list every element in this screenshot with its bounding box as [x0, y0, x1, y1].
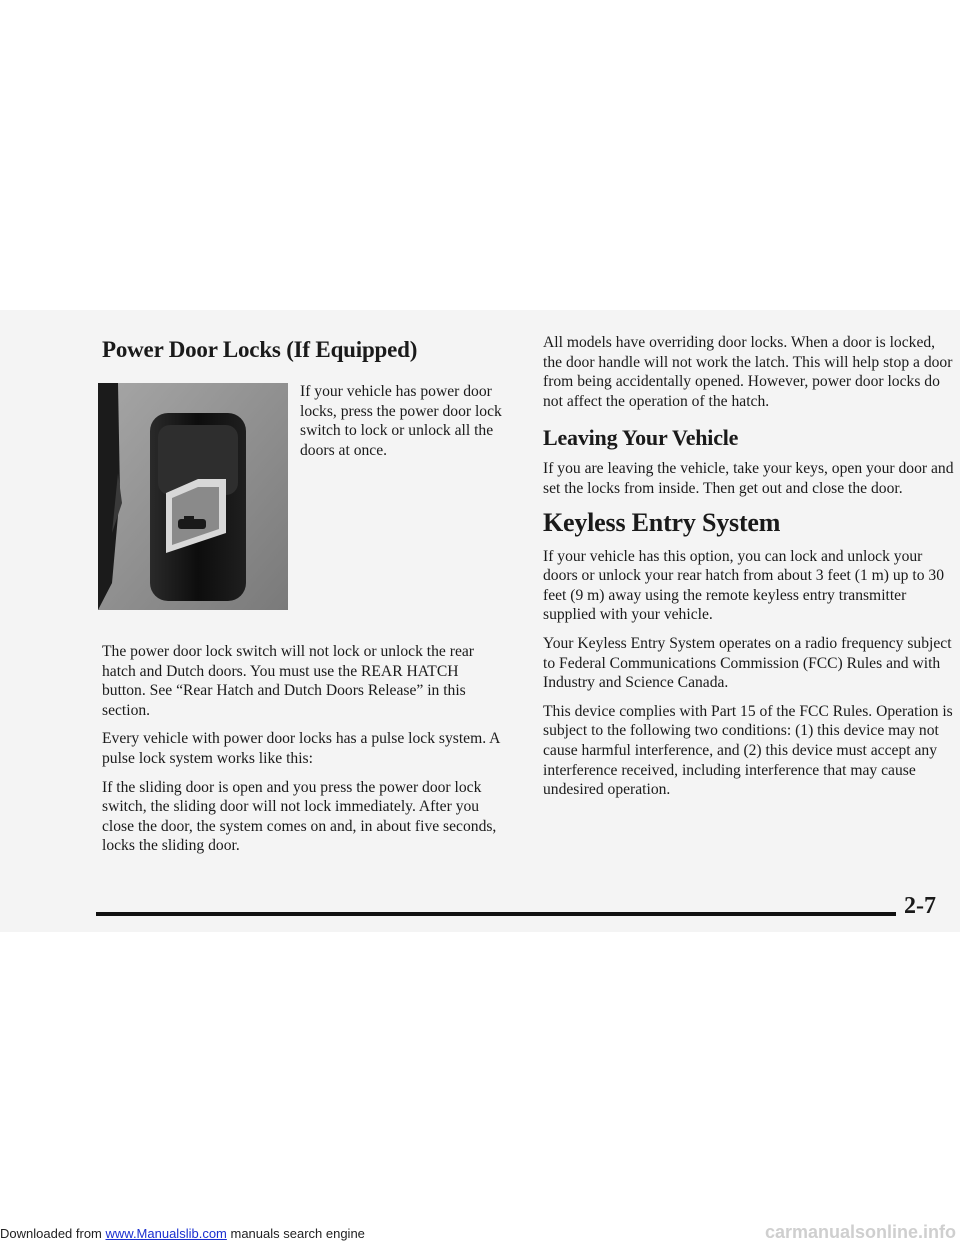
- right-column: [543, 333, 957, 809]
- paragraph: Your Keyless Entry System operates on a radio frequency subject to Federal Communications Commission (FCC) Rules and with Industry and Science Canada.: [543, 634, 952, 692]
- paragraph: Every vehicle with power door locks has a pulse lock system. A pulse lock system works like this:: [102, 730, 500, 767]
- paragraph: This device complies with Part 15 of the FCC Rules. Operation is subject to the following two conditions: (1) this device may not cause harmful interference, and (2) this device must accept any interference received, including interference that may cause undesired operation.: [543, 702, 953, 799]
- page-number: 2-7: [904, 893, 936, 919]
- left-column: [102, 642, 502, 865]
- paragraph: If the sliding door is open and you press the power door lock switch, the sliding door will not lock immediately. After you close the door, the system comes on and, in about five seconds, locks the sliding door.: [102, 778, 497, 855]
- section-heading-leaving-vehicle: Leaving Your Vehicle: [543, 425, 739, 451]
- door-lock-switch-photo: [98, 383, 288, 610]
- intro-text: If your vehicle has power door locks, press the power door lock switch to lock or unlock all the doors at once.: [300, 383, 502, 459]
- footer-rule: [96, 912, 896, 916]
- footer-suffix: manuals search engine: [226, 1226, 365, 1241]
- site-watermark: carmanualsonline.info: [764, 1222, 956, 1242]
- footer-prefix: Downloaded from: [0, 1226, 106, 1241]
- section-heading-power-door-locks: Power Door Locks (If Equipped): [102, 337, 418, 362]
- door-lock-switch-illustration: [98, 383, 288, 610]
- paragraph: All models have overriding door locks. When a door is locked, the door handle will not work the latch. This will help stop a door from being accidentally opened. However, power door locks do not affect the operation of the hatch.: [543, 334, 953, 410]
- manualslib-link[interactable]: www.Manualslib.com: [105, 1226, 227, 1241]
- download-footer: [0, 1226, 365, 1241]
- paragraph: If your vehicle has this option, you can lock and unlock your doors or unlock your rear hatch from about 3 feet (1 m) up to 30 feet (9 m) away using the remote keyless entry transmitter supplied with your vehicle.: [543, 547, 944, 624]
- paragraph: The power door lock switch will not lock or unlock the rear hatch and Dutch doors. You must use the REAR HATCH button. See “Rear Hatch and Dutch Doors Release” in this section.: [102, 643, 474, 719]
- section-heading-keyless-entry: Keyless Entry System: [543, 507, 781, 537]
- paragraph: If you are leaving the vehicle, take your keys, open your door and set the locks from inside. Then get out and close the door.: [543, 460, 954, 497]
